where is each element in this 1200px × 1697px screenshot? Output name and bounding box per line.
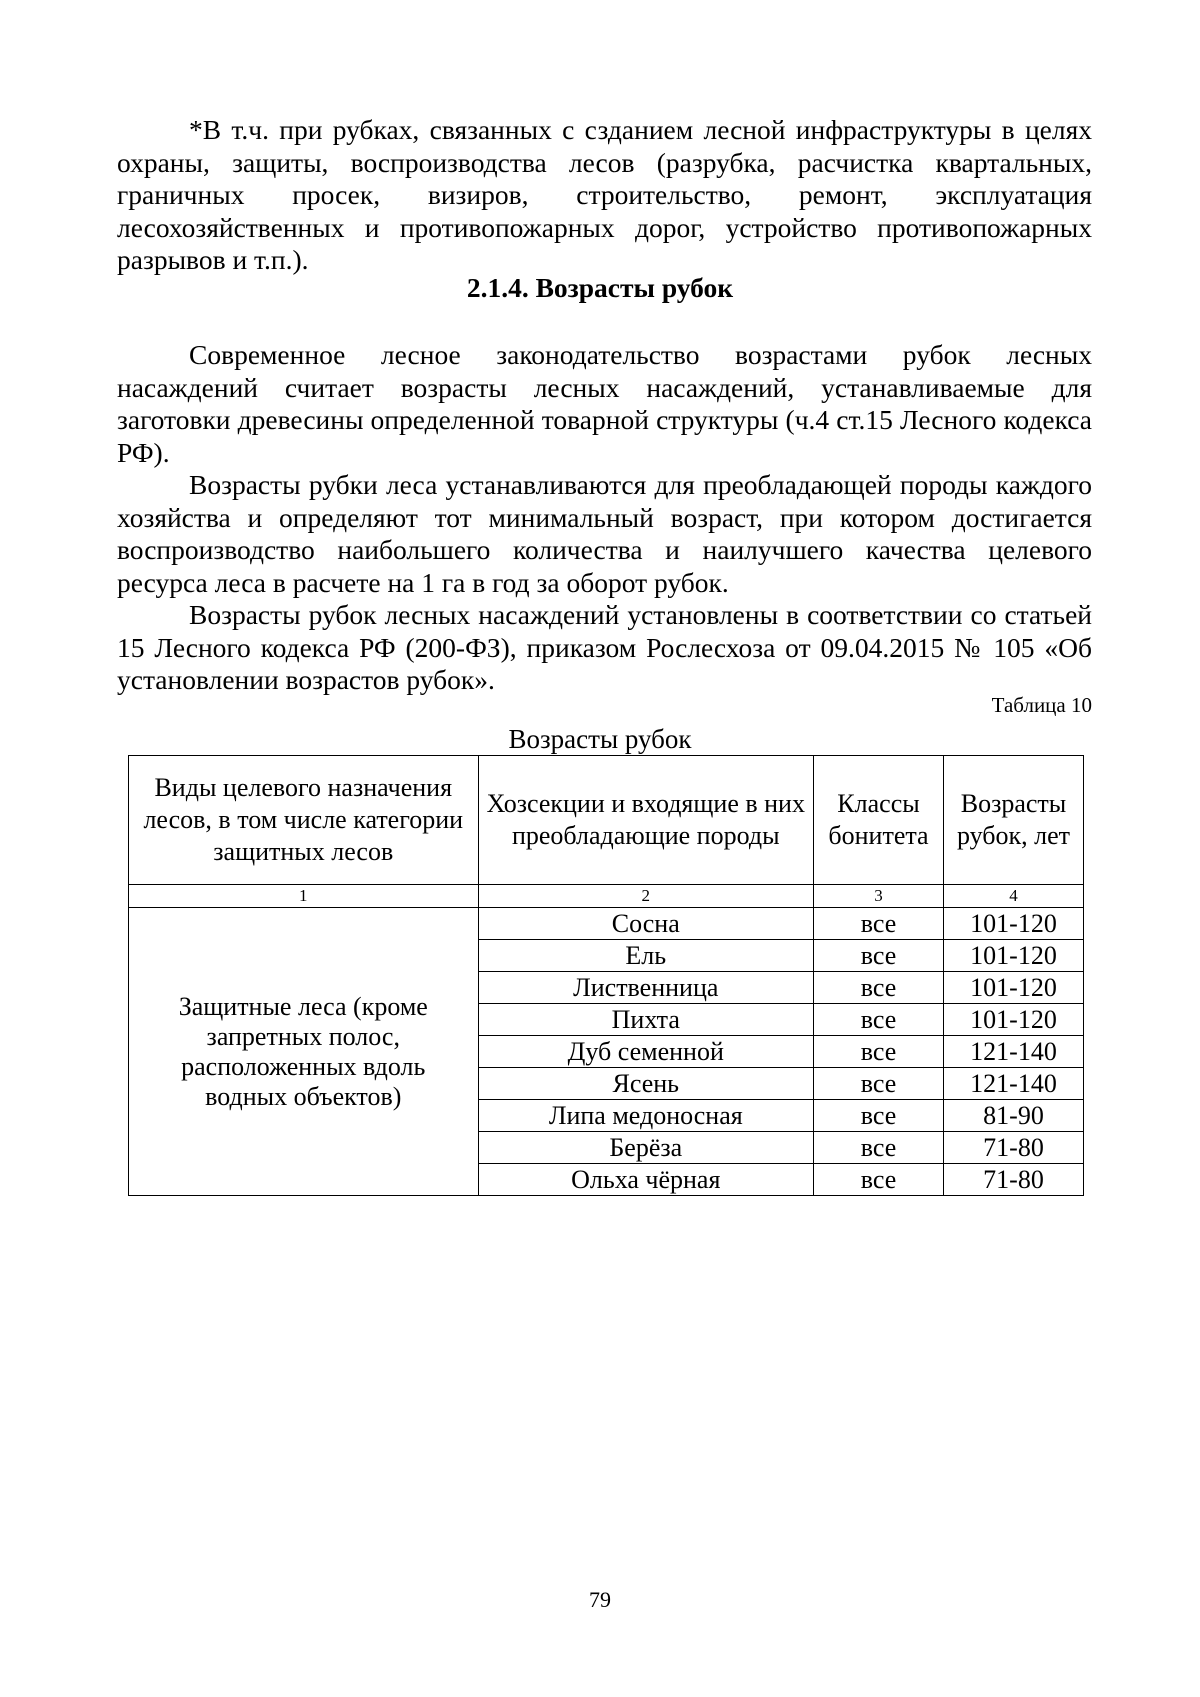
table-label: Таблица 10 bbox=[991, 693, 1092, 717]
age-cell: 121-140 bbox=[944, 1036, 1084, 1068]
species-cell: Ясень bbox=[478, 1068, 814, 1100]
species-cell: Ольха чёрная bbox=[478, 1164, 814, 1196]
site-class-cell: все bbox=[814, 1132, 944, 1164]
paragraph: Современное лесное законодательство возрастами рубок лесных насаждений считает возрасты лесных насаждений, устанавливаемые для заготовки древесины определенной товарной структуры (ч.4 ст.15 Лесного кодекса РФ). bbox=[117, 339, 1092, 468]
paragraph: Возрасты рубок лесных насаждений установлены в соответствии со статьей 15 Лесного кодекса РФ (200-ФЗ), приказом Рослесхоза от 09.04.2015 № 105 «Об установлении возрастов рубок». bbox=[117, 599, 1092, 695]
site-class-cell: все bbox=[814, 1068, 944, 1100]
header-site-class: Классы бонитета bbox=[814, 756, 944, 885]
column-number: 2 bbox=[478, 885, 814, 908]
age-cell: 71-80 bbox=[944, 1164, 1084, 1196]
forest-group-cell: Защитные леса (кроме запретных полос, расположенных вдоль водных объектов) bbox=[129, 908, 479, 1196]
table-row bbox=[129, 908, 1084, 940]
age-cell: 81-90 bbox=[944, 1100, 1084, 1132]
table-header-row bbox=[129, 756, 1084, 885]
species-cell: Дуб семенной bbox=[478, 1036, 814, 1068]
species-cell: Ель bbox=[478, 940, 814, 972]
age-cell: 101-120 bbox=[944, 1004, 1084, 1036]
age-cell: 101-120 bbox=[944, 908, 1084, 940]
site-class-cell: все bbox=[814, 1164, 944, 1196]
age-cell: 101-120 bbox=[944, 940, 1084, 972]
site-class-cell: все bbox=[814, 940, 944, 972]
header-forest-purpose: Виды целевого назначения лесов, в том числе категории защитных лесов bbox=[129, 756, 479, 885]
site-class-cell: все bbox=[814, 908, 944, 940]
age-cell: 121-140 bbox=[944, 1068, 1084, 1100]
site-class-cell: все bbox=[814, 1004, 944, 1036]
paragraph: Возрасты рубки леса устанавливаются для преобладающей породы каждого хозяйства и определяют тот минимальный возраст, при котором достигается воспроизводство наибольшего количества и наилучшего качества целевого ресурса леса в расчете на 1 га в год за оборот рубок. bbox=[117, 469, 1092, 598]
column-number: 4 bbox=[944, 885, 1084, 908]
species-cell: Лиственница bbox=[478, 972, 814, 1004]
site-class-cell: все bbox=[814, 972, 944, 1004]
species-cell: Липа медоносная bbox=[478, 1100, 814, 1132]
site-class-cell: все bbox=[814, 1100, 944, 1132]
footnote-block bbox=[117, 114, 1092, 277]
column-number-row bbox=[129, 885, 1084, 908]
table-title: Возрасты рубок bbox=[508, 724, 692, 754]
species-cell: Сосна bbox=[478, 908, 814, 940]
species-cell: Берёза bbox=[478, 1132, 814, 1164]
column-number: 1 bbox=[129, 885, 479, 908]
header-species: Хозсекции и входящие в них преобладающие породы bbox=[478, 756, 814, 885]
column-number: 3 bbox=[814, 885, 944, 908]
section-body bbox=[117, 339, 1092, 697]
cutting-age-table bbox=[128, 755, 1084, 1196]
page-number: 79 bbox=[589, 1587, 611, 1612]
header-cutting-age: Возрасты рубок, лет bbox=[944, 756, 1084, 885]
species-cell: Пихта bbox=[478, 1004, 814, 1036]
section-heading: 2.1.4. Возрасты рубок bbox=[466, 272, 734, 303]
age-cell: 71-80 bbox=[944, 1132, 1084, 1164]
footnote-text: *В т.ч. при рубках, связанных с сзданием лесной инфраструктуры в целях охраны, защиты, воспроизводства лесов (разрубка, расчистка квартальных, граничных просек, визиров, строительство, ремонт, эксплуатация лесохозяйственных и противопожарных дорог, устройство противопожарных разрывов и т.п.). bbox=[117, 114, 1092, 275]
site-class-cell: все bbox=[814, 1036, 944, 1068]
age-cell: 101-120 bbox=[944, 972, 1084, 1004]
